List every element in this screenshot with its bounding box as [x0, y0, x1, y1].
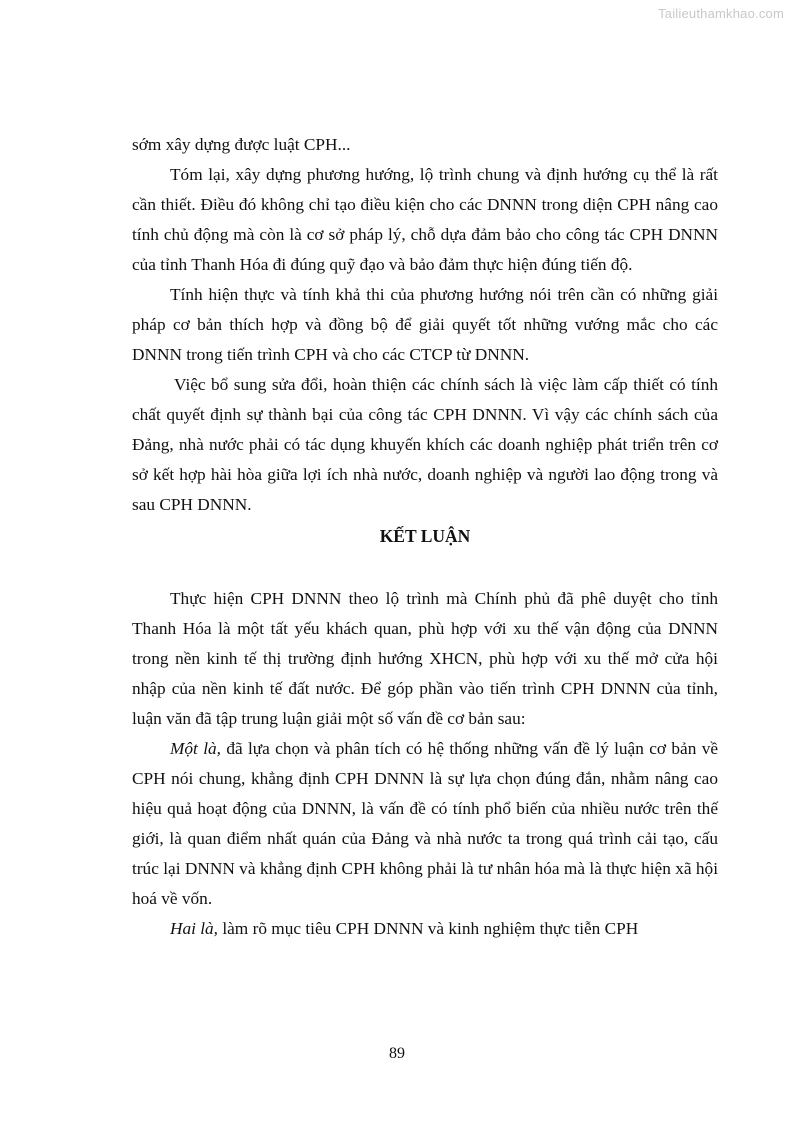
point-two-text: làm rõ mục tiêu CPH DNNN và kinh nghiệm thực tiễn CPH [218, 919, 639, 938]
section-heading-conclusion: KẾT LUẬN [379, 526, 471, 546]
paragraph-summary: Tóm lại, xây dựng phương hướng, lộ trình chung và định hướng cụ thể là rất cần thiết. Điều đó không chỉ tạo điều kiện cho các DNNN trong diện CPH nâng cao tính chủ động mà còn là cơ sở pháp lý, chỗ dựa đảm bảo cho công tác CPH DNNN của tỉnh Thanh Hóa đi đúng quỹ đạo và bảo đảm thực hiện đúng tiến độ. [132, 165, 718, 274]
paragraph-feasibility: Tính hiện thực và tính khả thi của phương hướng nói trên cần có những giải pháp cơ bản thích hợp và đồng bộ để giải quyết tốt những vướng mắc cho các DNNN trong tiến trình CPH và cho các CTCP từ DNNN. [132, 285, 718, 364]
paragraph-policy: Việc bổ sung sửa đổi, hoàn thiện các chính sách là việc làm cấp thiết có tính chất quyết định sự thành bại của công tác CPH DNNN. Vì vậy các chính sách của Đảng, nhà nước phải có tác dụng khuyến khích các doanh nghiệp phát triển trên cơ sở kết hợp hài hòa giữa lợi ích nhà nước, doanh nghiệp và người lao động trong và sau CPH DNNN. [132, 375, 718, 514]
point-two-lead: Hai là, [170, 919, 219, 938]
watermark-text: Tailieuthamkhao.com [658, 6, 784, 21]
paragraph-continuation: sớm xây dựng được luật CPH... [132, 135, 351, 154]
document-body [132, 130, 718, 944]
paragraph-point-two [132, 914, 718, 944]
paragraph-conclusion-intro: Thực hiện CPH DNNN theo lộ trình mà Chính phủ đã phê duyệt cho tỉnh Thanh Hóa là một tất yếu khách quan, phù hợp với xu thế vận động của DNNN trong nền kinh tế thị trường định hướng XHCN, phù hợp với xu thế mở cửa hội nhập của nền kinh tế đất nước. Để góp phần vào tiến trình CPH DNNN của tỉnh, luận văn đã tập trung luận giải một số vấn đề cơ bản sau: [132, 589, 718, 728]
point-one-lead: Một là, [170, 739, 221, 758]
paragraph-point-one [132, 734, 718, 914]
page-number: 89 [389, 1045, 405, 1062]
point-one-text: đã lựa chọn và phân tích có hệ thống những vấn đề lý luận cơ bản về CPH nói chung, khẳng định CPH DNNN là sự lựa chọn đúng đắn, nhằm nâng cao hiệu quả hoạt động của DNNN, là vấn đề có tính phổ biến của nhiều nước trên thế giới, là quan điểm nhất quán của Đảng và nhà nước ta trong quá trình cải tạo, cấu trúc lại DNNN và khẳng định CPH không phải là tư nhân hóa mà là thực hiện xã hội hoá về vốn. [132, 739, 719, 908]
